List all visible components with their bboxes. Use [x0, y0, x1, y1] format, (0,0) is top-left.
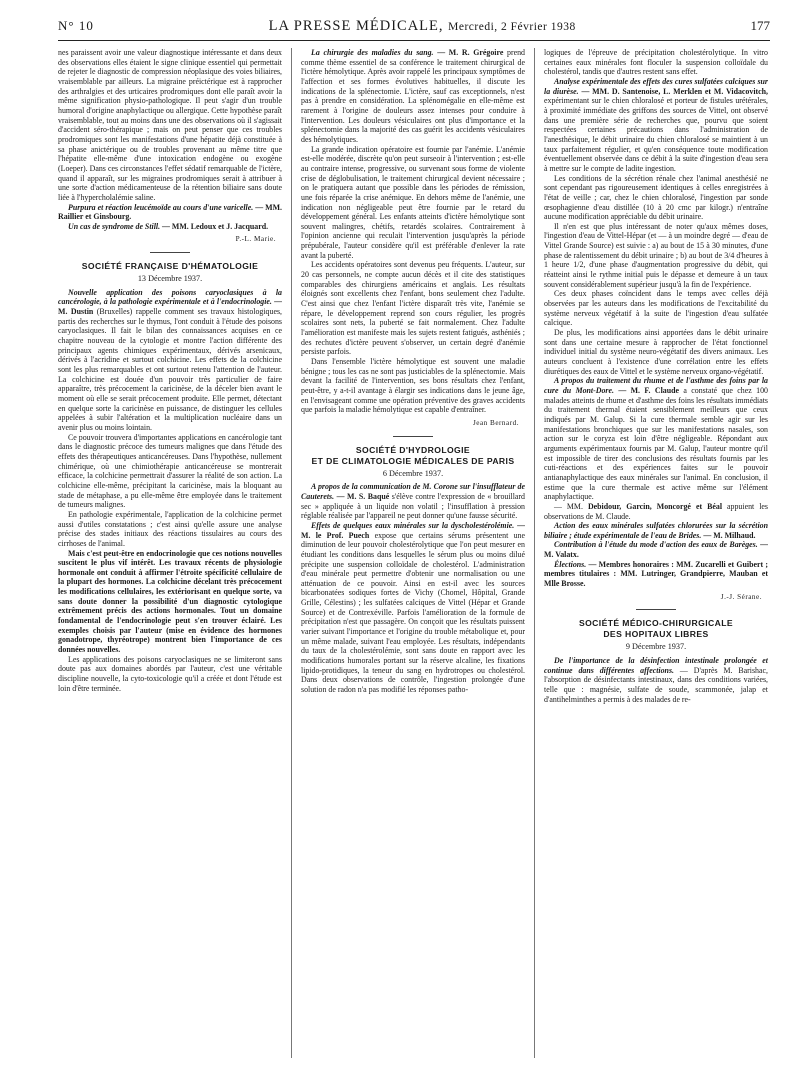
elections-entry — [544, 560, 768, 589]
signature: Jean Bernard. — [472, 418, 519, 427]
page-header — [58, 18, 770, 41]
article-authors: — M. R. Grégoire — [433, 48, 504, 57]
separator — [150, 252, 190, 253]
article-text: a constaté que chez 100 malades atteints de rhume et d'asthme des foins les résultats immédiats du traitement thermal étaient sensiblement meilleurs que ceux indiqués par M. Galup. Si la cure thermale semble agir sur les manifestations bronchiques que sur les manifestations nasales, son action sur le coryza est loin d'être négligeable. Répondant aux arguments expérimentaux fournis par M. Galup, l'auteur montre qu'il est impossible de tirer des conclusions des résultats fournis par les cuti-réactions et des expériences faites sur le pouvoir antianaphylactique des eaux minérales sur l'animal. En conclusion, il estime que la cure thermale est active même sur l'élément anaphylactique. — [544, 385, 768, 502]
paragraph: nes paraissent avoir une valeur diagnostique intéressante et dans deux des observations elles étaient le signe clinique essentiel qui permettait de rejeter le diagnostic de compression néoplasique des voies biliaires, vraisemblable par ailleurs. La migraine préictérique est à rapprocher des arthralgies et des urticaires prodromiques dont elle paraît avoir la même signification physio-pathologique. Il peut s'agir d'un trouble humoral d'origine anaphylactique ou allergique. Cette hypothèse paraît vraisemblable, tout au moins dans une des observations où il s'agissait d'accident séro-thérapique ; mais on peut penser que ces troubles prodromiques sont les manifestations d'une hépatite déjà constituée à sa phase anictérique ou de troubles provenant au même titre que l'hépatite elle-même d'une intoxication endogène ou exogène (Loeper). Dans ces circonstances l'effet sédatif remarquable de l'ictère, quand il apparaît, sur les migraines prodromiques serait à attribuer à une sorte d'action médicamenteuse de la rétention biliaire sans doute liée à l'hypercholalémie saline. — [58, 48, 282, 202]
article-authors: — M. F. Claude — [613, 385, 679, 395]
section-date: 9 Décembre 1937. — [625, 642, 687, 652]
paragraph: logiques de l'épreuve de précipitation cholestérolytique. In vitro certaines eaux minérales font floculer la suspension colloïdale du cholestérol, tandis que d'autres restent sans effet. — [544, 48, 768, 77]
article-text: prend comme thème essentiel de sa conférence le traitement chirurgical de l'ictère hémolytique. Après avoir rappelé les principaux symptômes de l'affection et ses formes évolutives habituelles, il discute les indications de la splénectomie. L'ictère, sauf cas exceptionnels, n'est pas à prendre en considération. La splénomégalie en elle-même est rarement à l'origine de douleurs assez intenses pour conduire à l'intervention. Les douleurs vésiculaires ont plus d'importance et la splénectomie dans la majorité des cas guérit les accidents vésiculaires des hémolytiques. — [301, 48, 525, 144]
article-authors: — M. Dustin — [58, 297, 282, 317]
elections-text: — Membres honoraires : MM. Zucarelli et Guibert ; membres titulaires : MM. Lutringer, Grandpierre, Mauban et Mlle Brosse. — [544, 559, 768, 589]
article-authors: — M. S. Baqué — [334, 491, 390, 501]
article-text: — D'après M. Barishac, l'absorption de désinfectants intestinaux, dans des conditions variées, telle que : magnésie, sulfate de soude, scammonée, jalap et d'antihelminthes a permis à des malades de re- — [544, 665, 768, 704]
article-title: A propos de la communication de M. Corone sur l'insufflateur de Cauterets. — [301, 482, 525, 501]
paragraph: Ce pouvoir trouvera d'importantes applications en cancérologie tant dans le diagnostic précoce des tumeurs malignes que dans l'étude des effets des thérapeutiques anticancéreuses. Dans l'hypothèse, nullement chimérique, où une chimiothérapie anticancéreuse se montrerait efficace, la colchicine permettrait d'assurer la réalité de son action. La colchicine elle-même, précipitant la caricinèse, mais la bloquant au stade de métaphase, a pu elle-même être employée dans le traitement de tumeurs malignes. — [58, 432, 282, 510]
article-entry — [544, 656, 768, 704]
section-title-line: ET DE CLIMATOLOGIE MÉDICALES DE PARIS — [311, 455, 515, 466]
article-entry — [58, 288, 282, 433]
article-entry — [544, 502, 768, 521]
elections-label: Élections. — [554, 559, 587, 569]
article-authors: — MM. Ledoux et J. Jacquard. — [160, 221, 269, 231]
article-entry — [301, 48, 525, 145]
article-text: (Bruxelles) rappelle comment ses travaux histologiques, partis des recherches sur le thymus, l'ont conduit à l'étude des poisons caryoclasiques. Il fait le bilan des connaissances acquises en ce chapitre nouveau de la cytologie et montre l'action différente des principaux agents chimiques expérimentaux, dérivés arsenicaux, dérivés à l'acridine et surtout colchicine. Les effets de la colchicine sont les plus remarquables et ont surtout retenu l'attention de l'auteur. La colchicine est douée d'un pouvoir très particulier de faire apparaître, très précocement la caricinèse, de la déceler bien avant le moment où elle se serait précocement produite. Elle permet, détectant en quelque sorte la caricinèse en puissance, de distinguer les cellules appelées à subir l'altération et la multiplication nucléaire dans un avenir plus ou moins lointain. — [58, 307, 282, 432]
article-title: Effets de quelques eaux minérales sur la dyscholestérolémie. — [311, 520, 515, 530]
issue-number: N° 10 — [58, 18, 94, 33]
article-entry — [301, 521, 525, 695]
signature: P.-L. Marie. — [235, 235, 276, 244]
article-title: Analyse expérimentale des effets des cures sulfatées calciques sur la diurèse. — [544, 76, 768, 96]
article-title: Un cas de syndrome de Still. — [68, 221, 161, 231]
separator — [636, 609, 676, 610]
article-authors: Debidour, Garcin, Moncorgé et Béal — [587, 501, 723, 511]
article-title: De l'importance de la désinfection intestinale prolongée et continue dans différentes affections. — [544, 656, 768, 675]
column-1 — [58, 48, 282, 1068]
paragraph: La grande indication opératoire est fournie par l'anémie. L'anémie est-elle modérée, discrète qu'on peut surseoir à l'intervention ; est-elle au contraire intense, progressive, ou survenant sous forme de violente crise de déglobulisation, le traitement chirurgical devient nécessaire ; on le pratiquera autant que possible dans les périodes de rémission, une fois réparée la crise anémique. En dehors même de l'anémie, une indication non négligeable peut être fournie par le retard du développement général. Les enfants atteints d'ictère hémolytique sont souvent malingres, chétifs, retardés scolaires. Contrairement à l'opinion ancienne qui reculait l'intervention jusqu'après la période prépubérale, l'auteur considère qu'il est préférable d'enlever la rate avant la puberté. — [301, 144, 525, 260]
paragraph: Les applications des poisons caryoclasiques ne se limiteront sans doute pas aux domaines abordés par l'auteur, c'est une véritable discipline nouvelle, la cyto-toxicologie qu'il a créée et dont l'étude est loin d'être terminée. — [58, 654, 282, 693]
article-text: expérimentant sur le chien chloralosé et porteur de fistules urétérales, à proximité immédiate des griffons des sources de Vittel, ont observé dans une première série de recherches que, pourvu que soient respectées certaines précautions dans l'administration de l'anesthésique, le débit urinaire du chien chloralosé se maintient à un taux parfaitement régulier, et qu'en conséquence toute modification éventuellement observée dans ce débit à la suite d'ingestion d'eau sera à mettre sur le compte de ladite ingestion. — [544, 96, 768, 173]
section-title — [301, 445, 525, 467]
section-date: 13 Décembre 1937. — [137, 274, 203, 284]
article-entry — [544, 376, 768, 502]
journal-title: LA PRESSE MÉDICALE, — [268, 18, 444, 34]
article-title: A propos du traitement du rhume et de l'asthme des foins par la cure du Mont-Dore. — [544, 376, 768, 395]
signature: J.-J. Sérane. — [720, 592, 762, 601]
section-date: 6 Décembre 1937. — [382, 468, 444, 478]
separator — [393, 436, 433, 437]
section-title — [544, 618, 768, 640]
article-text: s'élève contre l'expression de « brouillard sec » appliquée à un liquide non volatil ; l'insufflation à pression réglable réalisée par l'appareil ne peut donner qu'une fausse sécurité. — [301, 491, 525, 521]
article-authors: — MM. Raillier et Ginsbourg. — [58, 202, 282, 222]
column-3 — [544, 48, 768, 1068]
column-divider — [291, 48, 292, 1058]
article-authors: — M. Valatx. — [544, 540, 768, 560]
article-title: Purpura et réaction leucémoïde au cours d'une varicelle. — [68, 202, 254, 212]
article-entry — [544, 77, 768, 174]
article-title: Action des eaux minérales sulfatées chlorurées sur la sécrétion biliaire ; étude expérimentale de l'eau de Brides. — [544, 521, 768, 540]
article-title: La chirurgie des maladies du sang. — [311, 48, 434, 57]
article-authors: — MM. D. Santenoise, L. Merklen et M. Vidacovitch, — [578, 86, 768, 96]
article-authors: — M. Milhaud. — [701, 530, 756, 540]
section-title-line: SOCIÉTÉ D'HYDROLOGIE — [355, 444, 471, 455]
article-text: expose que certains sérums présentent une diminution de leur pouvoir cholestérolytique que l'on peut mesurer en étudiant les conditions dans lesquelles le sérum plus ou moins dilué précipite une suspension colloïdale de cholestérol. L'administration d'eau minérale peut permettre d'obtenir une normalisation ou une atténuation de ce pouvoir. Ainsi en est-il avec les sources bicarbonatées sodiques fortes de Vichy (Chomel, Hôpital, Grande Grille, Célestins) ; les sulfatées calciques de Vittel (Hépar et Grande Source) et de Contrexéville. Parfois l'amélioration de la formule de précipitation n'est que passagère. On conçoit que les résultats puissent varier suivant l'importance et l'origine du trouble métabolique et, pour un même malade, suivant l'eau employée. Les résultats, indépendants du taux de la cholestérolémie, sont sans doute en rapport avec les modifications humorales portant sur la réserve alcaline, les fixations lipido-protidiques, la teneur du sang en hydrotropes ou cholestérol. Dans deux observations de contrôle, l'ingestion prolongée d'une solution de radon n'a pas modifié les réponses patho- — [301, 530, 525, 695]
article-title: Contribution à l'étude du mode d'action des eaux de Barèges. — [554, 540, 758, 550]
paragraph: Les conditions de la sécrétion rénale chez l'animal anesthésié ne sont cependant pas rigoureusement identiques à celles enregistrées à l'état de veille ; car, chez le chien chloralosé, l'ingestion par sonde œsophagienne d'eau distillée (10 à 20 cmc par kilogr.) n'entraîne aucune modification appréciable du débit urinaire. — [544, 173, 768, 222]
paragraph: Ces deux phases coïncident dans le temps avec celles déjà observées par les auteurs dans les modifications de l'excitabilité du système nerveux végétatif à la suite de l'ingestion d'eau sulfatée calcique. — [544, 289, 768, 328]
newspaper-page — [58, 18, 770, 1068]
article-text: appuient les observations de M. Claude. — [544, 501, 768, 521]
paragraph: En pathologie expérimentale, l'application de la colchicine permet aussi d'utiles constatations ; c'est ainsi qu'elle assure une analyse précise des stades initiaux des réactions tissulaires au cours des cirrhoses de l'animal. — [58, 509, 282, 548]
article-text: — MM. — [554, 501, 588, 511]
paragraph: De plus, les modifications ainsi apportées dans le débit urinaire sont dans une certaine mesure à rapprocher de l'état fonctionnel individuel initial du système neuro-végétatif des divers animaux. Les auteurs concluent à l'existence d'une corrélation entre les effets diurétiques des eaux de Vittel et le système nerveux organo-végétatif. — [544, 328, 768, 376]
paragraph: Les accidents opératoires sont devenus peu fréquents. L'auteur, sur 20 cas personnels, ne compte aucun décès et il cite des statistiques comparables des chirurgiens américains et anglais. Les résultats éloignés sont excellents chez l'enfant, bons seulement chez l'adulte. C'est ainsi que chez l'enfant l'ictère disparaît très vite, l'anémie se répare, le développement reprend son cours régulier, les progrès scolaires sont nets, la puberté se fait normalement. Chez l'adulte l'amélioration est manifeste mais les sujets restent fatigués, asthéniés ; des rechutes d'ictère peuvent s'observer, un certain degré d'anémie persiste parfois. — [301, 260, 525, 357]
article-entry — [58, 203, 282, 222]
article-authors: — M. le Prof. Puech — [301, 520, 525, 540]
paragraph: Il n'en est que plus intéressant de noter qu'aux mêmes doses, l'ingestion d'eau de Vittel-Hépar (et — à un moindre degré — d'eau de Vittel Grande Source) est suivie : a) au bout de 15 à 30 minutes, d'une phase de ralentissement du débit urinaire ; b) au bout de 3/4 d'heures à 1 heure 1/2, d'une phase d'augmentation progressive du débit, qui réatteint ainsi le rythme initial puis le dépasse et demeure à un taux souvent considérablement supérieur jusqu'à la fin de l'expérience. — [544, 221, 768, 289]
issue-date: Mercredi, 2 Février 1938 — [448, 21, 576, 33]
column-2 — [301, 48, 525, 1068]
paragraph: Mais c'est peut-être en endocrinologie que ces notions nouvelles suscitent le plus vif intérêt. Les travaux récents de physiologie hormonale ont conduit à affirmer l'étroite spécificité cellulaire de la plupart des hormones. La colchicine décelant très précocement les modifications cellulaires, les extériorisant en quelque sorte, va sans doute donner la possibilité d'un diagnostic cytologique extrêmement précis des actions hormonales. Tout un domaine fondamental de l'endocrinologie peut s'en trouver éclairé. Les exemples choisis par l'auteur (mise en évidence des hormones gonadotrope, thyréotrope) montrent bien l'importance de ces données nouvelles. — [58, 548, 282, 655]
article-entry — [301, 482, 525, 521]
article-title: Nouvelle application des poisons caryoclasiques à la cancérologie, à la pathologie expérimentale et à l'endocrinologie. — [58, 287, 282, 307]
masthead — [269, 18, 576, 35]
article-entry — [544, 521, 768, 540]
paragraph: Dans l'ensemble l'ictère hémolytique est souvent une maladie bénigne ; tous les cas ne sont pas justiciables de la splénectomie. Mais devant la facilité de l'intervention, ses bons résultats chez l'enfant, peut-être, y a-t-il avantage à élargir ses indications dans le jeune âge, en l'envisageant comme une opération préventive des graves accidents que parfois la maladie hémolytique est capable d'entraîner. — [301, 357, 525, 415]
section-title-line: SOCIÉTÉ MÉDICO-CHIRURGICALE — [578, 618, 734, 629]
page-number: 177 — [750, 18, 770, 33]
column-divider — [534, 48, 535, 1058]
article-entry — [544, 540, 768, 559]
article-entry — [58, 222, 282, 232]
section-title-line: DES HOPITAUX LIBRES — [603, 629, 709, 640]
section-title: SOCIÉTÉ FRANÇAISE D'HÉMATOLOGIE — [81, 261, 259, 272]
